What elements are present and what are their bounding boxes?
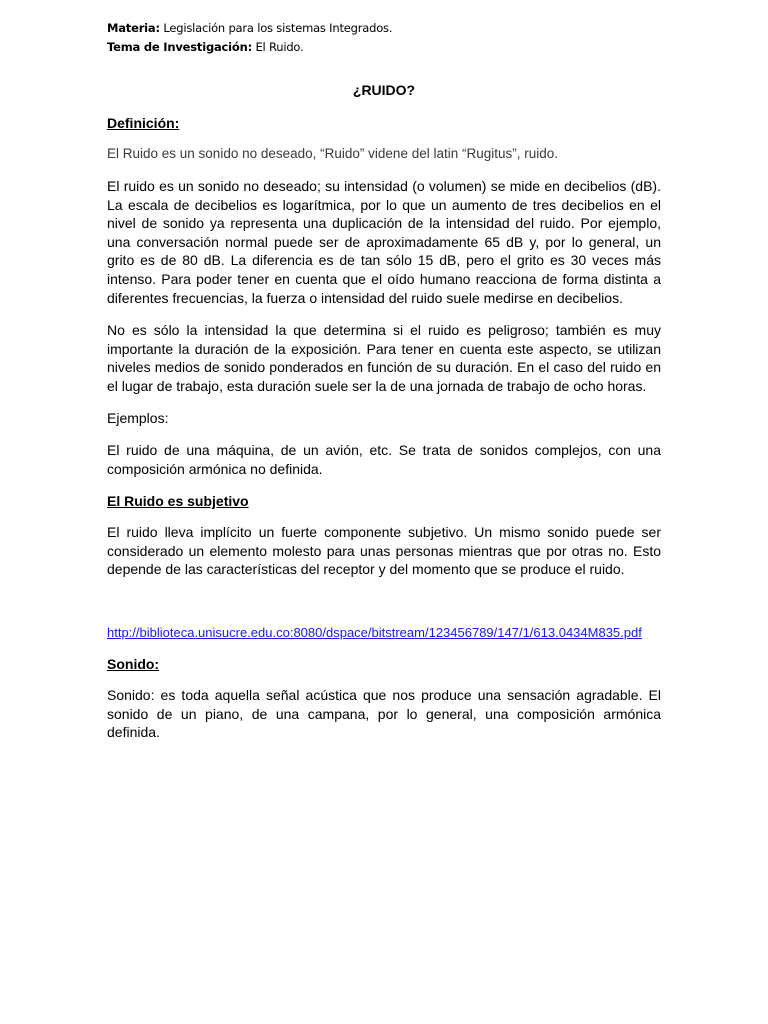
definition-paragraph-1: El ruido es un sonido no deseado; su intensidad (o volumen) se mide en decibelios (dB). La escala de decibelios es logarítmica, por lo que un aumento de tres decibelios en el nivel de sonido ya representa una duplicación de la intensidad del ruido. Por ejemplo, una conversación normal puede ser de aproximadamente 65 dB y, por lo general, un grito es de 80 dB. La diferencia es de tan sólo 15 dB, pero el grito es 30 veces más intenso. Para poder tener en cuenta que el oído humano reacciona de forma distinta a diferentes frecuencias, la fuerza o intensidad del ruido suele medirse en decibelios.	[107, 178, 661, 306]
subjective-heading: El Ruido es subjetivo	[107, 493, 249, 509]
research-topic-line	[107, 38, 392, 57]
definition-intro: El Ruido es un sonido no deseado, “Ruido” videne del latin “Rugitus”, ruido.	[107, 146, 559, 161]
sound-heading: Sonido:	[107, 656, 160, 672]
subject-label: Materia:	[107, 21, 160, 35]
examples-text: El ruido de una máquina, de un avión, etc. Se trata de sonidos complejos, con una composición armónica no definida.	[107, 442, 661, 477]
document-header	[107, 19, 392, 57]
subject-value: Legislación para los sistemas Integrados.	[163, 21, 393, 35]
page-title: ¿RUIDO?	[352, 82, 416, 98]
research-topic-value: El Ruido.	[255, 40, 304, 54]
definition-paragraph-2: No es sólo la intensidad la que determina si el ruido es peligroso; también es muy importante la duración de la exposición. Para tener en cuenta este aspecto, se utilizan niveles medios de sonido ponderados en función de su duración. En el caso del ruido en el lugar de trabajo, esta duración suele ser la de una jornada de trabajo de ocho horas.	[107, 322, 661, 394]
sound-text: Sonido: es toda aquella señal acústica que nos produce una sensación agradable. El sonido de un piano, de una campana, por lo general, una composición armónica definida.	[107, 687, 661, 741]
subject-line	[107, 19, 392, 38]
subjective-text: El ruido lleva implícito un fuerte componente subjetivo. Un mismo sonido puede ser considerado un elemento molesto para unas personas mientras que por otras no. Esto depende de las características del receptor y del momento que se produce el ruido.	[107, 524, 661, 578]
definition-heading: Definición:	[107, 115, 180, 131]
examples-label: Ejemplos:	[107, 410, 169, 426]
research-topic-label: Tema de Investigación:	[107, 40, 252, 54]
source-link[interactable]: http://biblioteca.unisucre.edu.co:8080/dspace/bitstream/123456789/147/1/613.0434M835.pdf	[107, 625, 642, 640]
